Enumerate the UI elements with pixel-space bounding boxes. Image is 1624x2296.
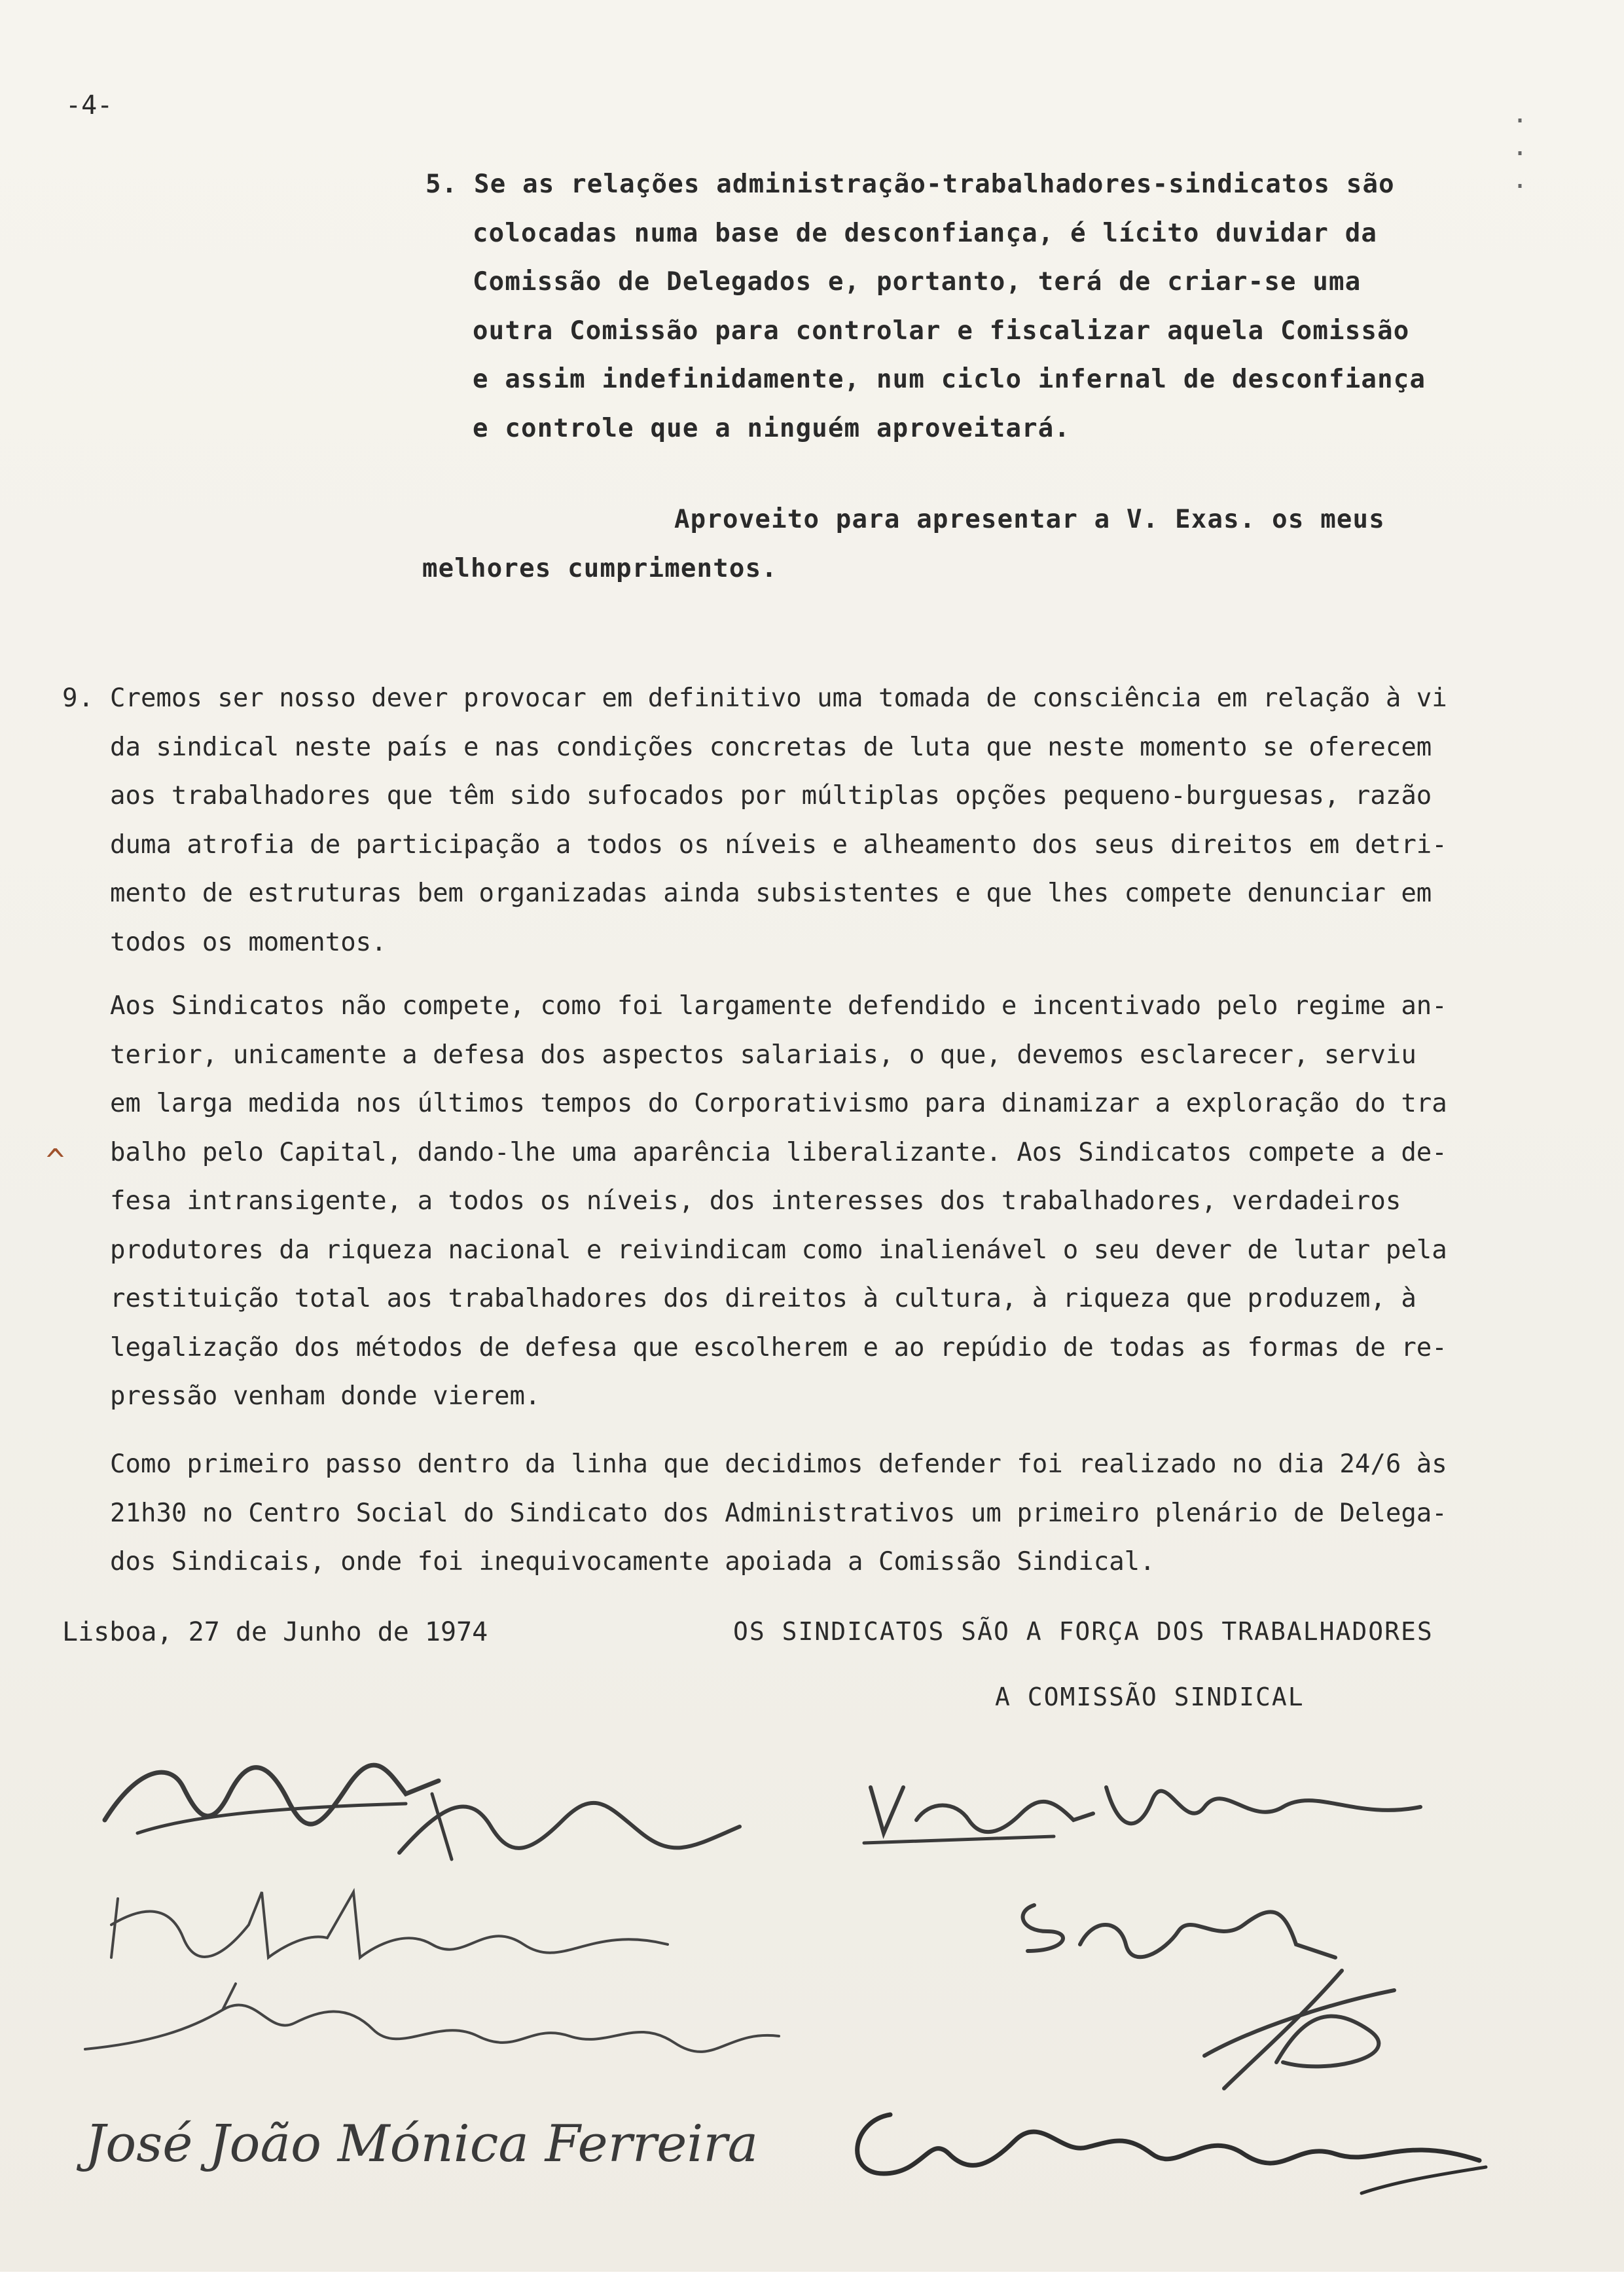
text-line: outra Comissão para controlar e fiscalizar aquela Comissão xyxy=(473,316,1410,346)
dateline: Lisboa, 27 de Junho de 1974 xyxy=(62,1617,488,1647)
scan-bottom-edge xyxy=(0,2272,1624,2296)
text-line: da sindical neste país e nas condições concretas de luta que neste momento se oferecem xyxy=(110,732,1432,762)
signature-7 xyxy=(1198,1964,1407,2095)
page-number: -4- xyxy=(65,90,113,120)
text-line: Comissão de Delegados e, portanto, terá de criar-se uma xyxy=(473,267,1362,297)
closing-line-1: Aproveito para apresentar a V. Exas. os meus xyxy=(674,505,1385,534)
commission-name: A COMISSÃO SINDICAL xyxy=(995,1683,1305,1711)
text-line: Como primeiro passo dentro da linha que decidimos defender foi realizado no dia 24/6 às xyxy=(110,1449,1447,1479)
signature-6 xyxy=(72,1977,792,2069)
signature-handwritten-name: José João Mónica Ferreira xyxy=(85,2115,759,2174)
signature-4-scribble xyxy=(105,1879,681,1971)
text-line: restituição total aos trabalhadores dos direitos à cultura, à riqueza que produzem, à xyxy=(110,1284,1416,1313)
signature-2-scribble xyxy=(393,1781,746,1866)
signature-5 xyxy=(1008,1886,1348,1964)
signature-5-scribble xyxy=(1008,1886,1348,1964)
item-5-paragraph xyxy=(425,160,1426,453)
text-line: dos Sindicais, onde foi inequivocamente apoiada a Comissão Sindical. xyxy=(110,1547,1155,1576)
text-line: aos trabalhadores que têm sido sufocados por múltiplas opções pequeno-burguesas, razão xyxy=(110,781,1432,811)
signature-6-scribble xyxy=(72,1977,792,2069)
text-line: 5. Se as relações administração-trabalhadores-sindicatos são xyxy=(425,170,1395,199)
text-line: todos os momentos. xyxy=(110,927,387,957)
text-line: legalização dos métodos de defesa que escolherem e ao repúdio de todas as formas de re- xyxy=(110,1332,1447,1362)
signature-8 xyxy=(838,2095,1492,2200)
item-9-paragraph-1 xyxy=(110,674,1447,967)
closing-line-2: melhores cumprimentos. xyxy=(422,554,778,583)
text-line: pressão venham donde vierem. xyxy=(110,1381,541,1411)
text-line: balho pelo Capital, dando-lhe uma aparência liberalizante. Aos Sindicatos compete a de- xyxy=(110,1137,1447,1167)
text-line: e assim indefinidamente, num ciclo infernal de desconfiança xyxy=(473,365,1426,394)
text-line: colocadas numa base de desconfiança, é lícito duvidar da xyxy=(473,218,1378,248)
text-line: Cremos ser nosso dever provocar em definitivo uma tomada de consciência em relação à vi xyxy=(110,683,1447,713)
margin-marks: · · · xyxy=(1512,106,1528,202)
text-line: em larga medida nos últimos tempos do Corporativismo para dinamizar a exploração do tra xyxy=(110,1089,1447,1118)
text-line: fesa intransigente, a todos os níveis, dos interesses dos trabalhadores, verdadeiros xyxy=(110,1186,1401,1216)
item-9-paragraph-3 xyxy=(110,1440,1447,1587)
text-line: terior, unicamente a defesa dos aspectos salariais, o que, devemos esclarecer, serviu xyxy=(110,1040,1416,1070)
margin-caret-mark: ^ xyxy=(46,1142,65,1179)
text-line: 21h30 no Centro Social do Sindicato dos Administrativos um primeiro plenário de Delega- xyxy=(110,1498,1447,1528)
item-9-paragraph-2 xyxy=(110,982,1447,1421)
text-line: produtores da riqueza nacional e reivindicam como inalienável o seu dever de lutar pela xyxy=(110,1235,1447,1265)
text-line: duma atrofia de participação a todos os níveis e alheamento dos seus direitos em detri- xyxy=(110,829,1447,860)
signature-2 xyxy=(393,1781,746,1866)
slogan: OS SINDICATOS SÃO A FORÇA DOS TRABALHADORES xyxy=(733,1617,1434,1646)
signature-4 xyxy=(105,1879,681,1971)
signature-3-scribble xyxy=(857,1761,1434,1853)
signature-8-scribble xyxy=(838,2095,1492,2200)
text-line: e controle que a ninguém aproveitará. xyxy=(473,413,1071,443)
item-9-number: 9. xyxy=(62,683,95,713)
text-line: Aos Sindicatos não compete, como foi largamente defendido e incentivado pelo regime an- xyxy=(110,991,1447,1021)
text-line: mento de estruturas bem organizadas ainda subsistentes e que lhes compete denunciar em xyxy=(110,879,1432,908)
signature-7-scribble xyxy=(1198,1964,1407,2095)
signature-3 xyxy=(857,1761,1434,1853)
